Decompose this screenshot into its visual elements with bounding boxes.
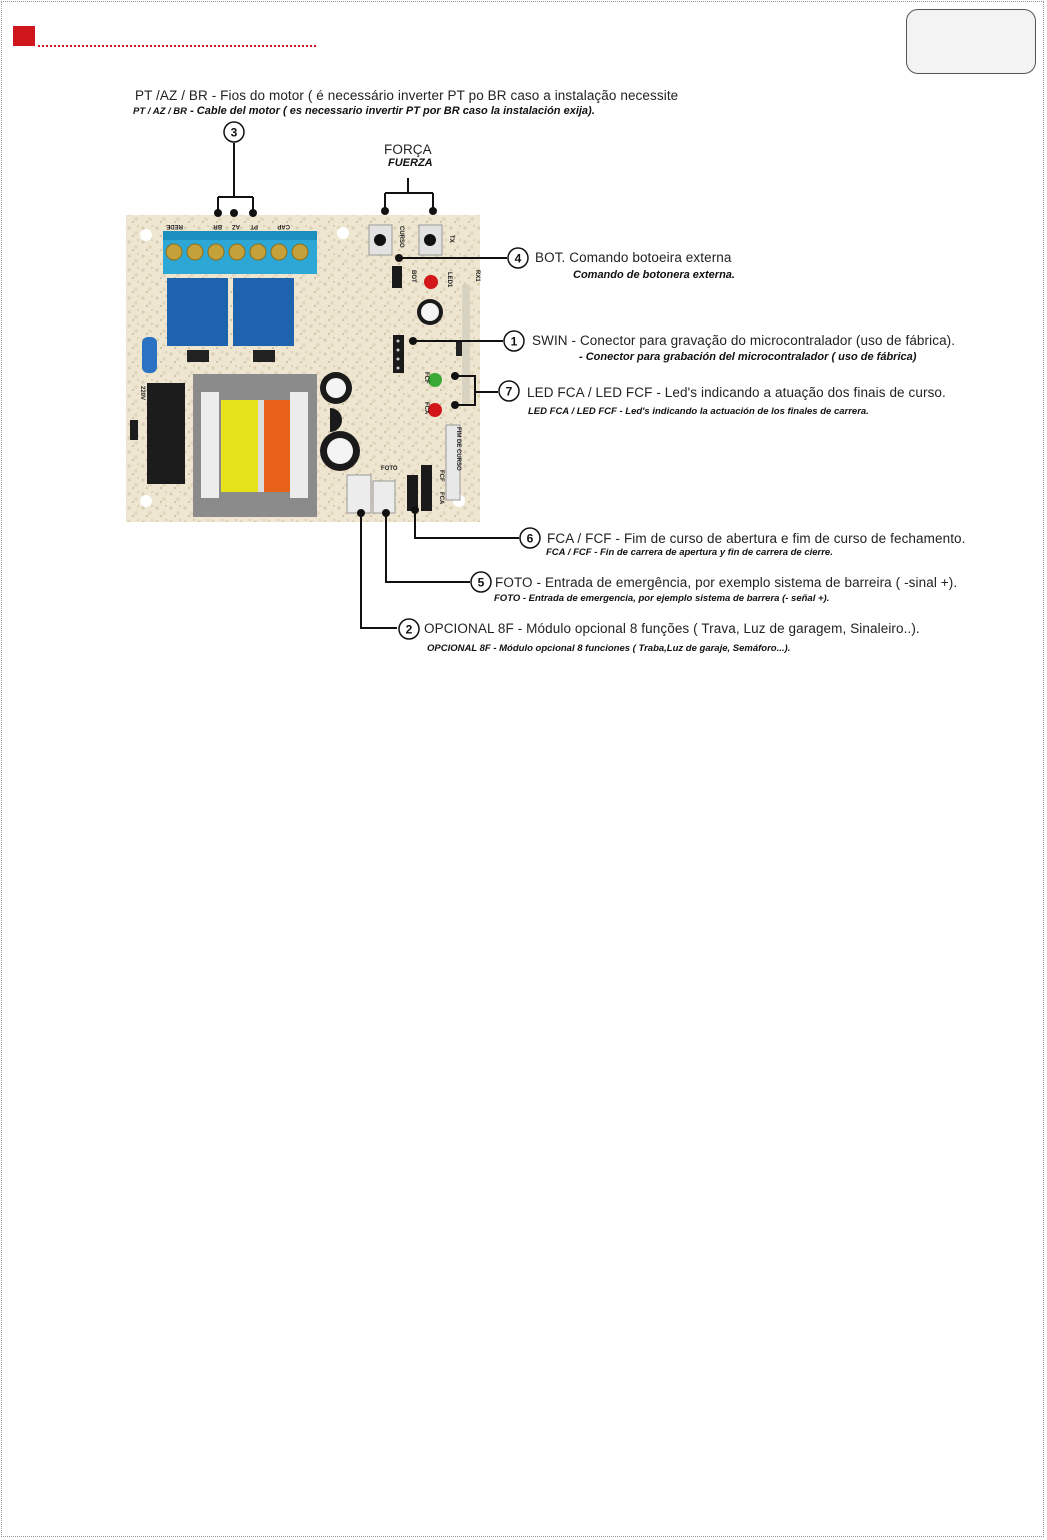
svg-text:2: 2 [405, 622, 413, 637]
mount-hole [337, 227, 349, 239]
pcb-board [126, 215, 480, 522]
led1 [424, 275, 438, 289]
badge-3 [224, 122, 244, 142]
force-label-es: FUERZA [388, 157, 433, 169]
badge-2 [399, 619, 419, 639]
transformer [193, 374, 317, 517]
fcf-led-silk: FCF [423, 372, 429, 384]
bot-label-es: Comando de botonera externa. [573, 269, 735, 281]
badge-4 [508, 248, 528, 268]
swin-label-pt: SWIN - Conector para gravação do microcontralador (uso de fábrica). [532, 333, 956, 348]
fcf-silk: FCF [438, 470, 444, 482]
svg-text:6: 6 [526, 531, 534, 546]
foto-label-es: FOTO - Entrada de emergencia, por ejemplo sistema de barrera (- señal +). [494, 593, 830, 604]
swin-label-es: - Conector para grabación del microcontralador ( uso de fábrica) [579, 351, 917, 363]
fca-silk: FCA [438, 492, 444, 505]
limit-switch-connector [407, 475, 418, 511]
badge-7 [499, 381, 519, 401]
button-label-curso: CURSO [398, 226, 404, 248]
limits-label-es: FCA / FCF - Fin de carrera de apertura y fin de carrera de cierre. [546, 547, 833, 558]
relay [167, 278, 228, 346]
terminal-screw [166, 244, 182, 260]
terminal-screw [250, 244, 266, 260]
transistor [253, 350, 275, 362]
terminal-screw [292, 244, 308, 260]
rx1-silk: RX1 [474, 270, 480, 282]
led-fca [428, 403, 442, 417]
voltage-label: 220V [139, 386, 145, 401]
svg-text:3: 3 [230, 125, 238, 140]
svg-text:1: 1 [510, 334, 518, 349]
svg-text:4: 4 [514, 251, 522, 266]
terminal-screw [187, 244, 203, 260]
terminal-screw [229, 244, 245, 260]
force-label-pt: FORÇA [384, 142, 432, 157]
limits-label-pt: FCA / FCF - Fim de curso de abertura e fim de curso de fechamento. [547, 531, 966, 546]
fim-de-curso-silk: FIM DE CURSO [455, 427, 461, 471]
transistor [187, 350, 209, 362]
terminal-screw [271, 244, 287, 260]
terminal-label-az: AZ [232, 223, 240, 229]
foto-connector [373, 481, 395, 513]
capacitor [142, 337, 157, 373]
svg-text:7: 7 [505, 384, 513, 399]
bot-connector [392, 266, 402, 288]
foto-silk: FOTO [381, 466, 398, 472]
terminal-label-pt: PT [250, 223, 258, 229]
badge-1 [504, 331, 524, 351]
terminal-label-rede: REDE [166, 223, 183, 229]
relay [233, 278, 294, 346]
terminal-label-br: BR [213, 223, 222, 229]
button-label-tx: TX [448, 235, 454, 243]
badge-6 [520, 528, 540, 548]
leds-label-es: LED FCA / LED FCF - Led's indicando la actuación de los finales de carrera. [528, 406, 869, 417]
led1-silk: LED1 [446, 272, 452, 288]
badge-5 [471, 572, 491, 592]
motor-wires-label-pt: PT /AZ / BR - Fios do motor ( é necessário inverter PT po BR caso a instalação necessite [135, 88, 679, 103]
svg-text:5: 5 [477, 575, 485, 590]
optional-label-pt: OPCIONAL 8F - Módulo opcional 8 funções ( Trava, Luz de garagem, Sinaleiro..). [424, 621, 920, 636]
leds-label-pt: LED FCA / LED FCF - Led's indicando a atuação dos finais de curso. [527, 385, 946, 400]
optional-label-es: OPCIONAL 8F - Módulo opcional 8 funciones ( Traba,Luz de garaje, Semáforo...). [427, 643, 791, 654]
bot-silk: BOT [410, 270, 416, 283]
motor-wires-desc-es: - Cable del motor ( es necessario invertir PT por BR caso la instalación exija). [190, 105, 595, 117]
terminal-label-cap: CAP [277, 223, 290, 229]
led-fcf [428, 373, 442, 387]
optional-connector [347, 475, 371, 513]
mount-hole [140, 495, 152, 507]
motor-wires-label-es [133, 105, 595, 117]
foto-label-pt: FOTO - Entrada de emergência, por exemplo sistema de barreira ( -sinal +). [495, 575, 958, 590]
power-module [147, 383, 185, 484]
motor-wires-code-es: PT / AZ / BR [133, 106, 188, 117]
terminal-screw [208, 244, 224, 260]
fca-led-silk: FCA [423, 402, 429, 415]
mount-hole [140, 229, 152, 241]
bot-label-pt: BOT. Comando botoeira externa [535, 250, 732, 265]
